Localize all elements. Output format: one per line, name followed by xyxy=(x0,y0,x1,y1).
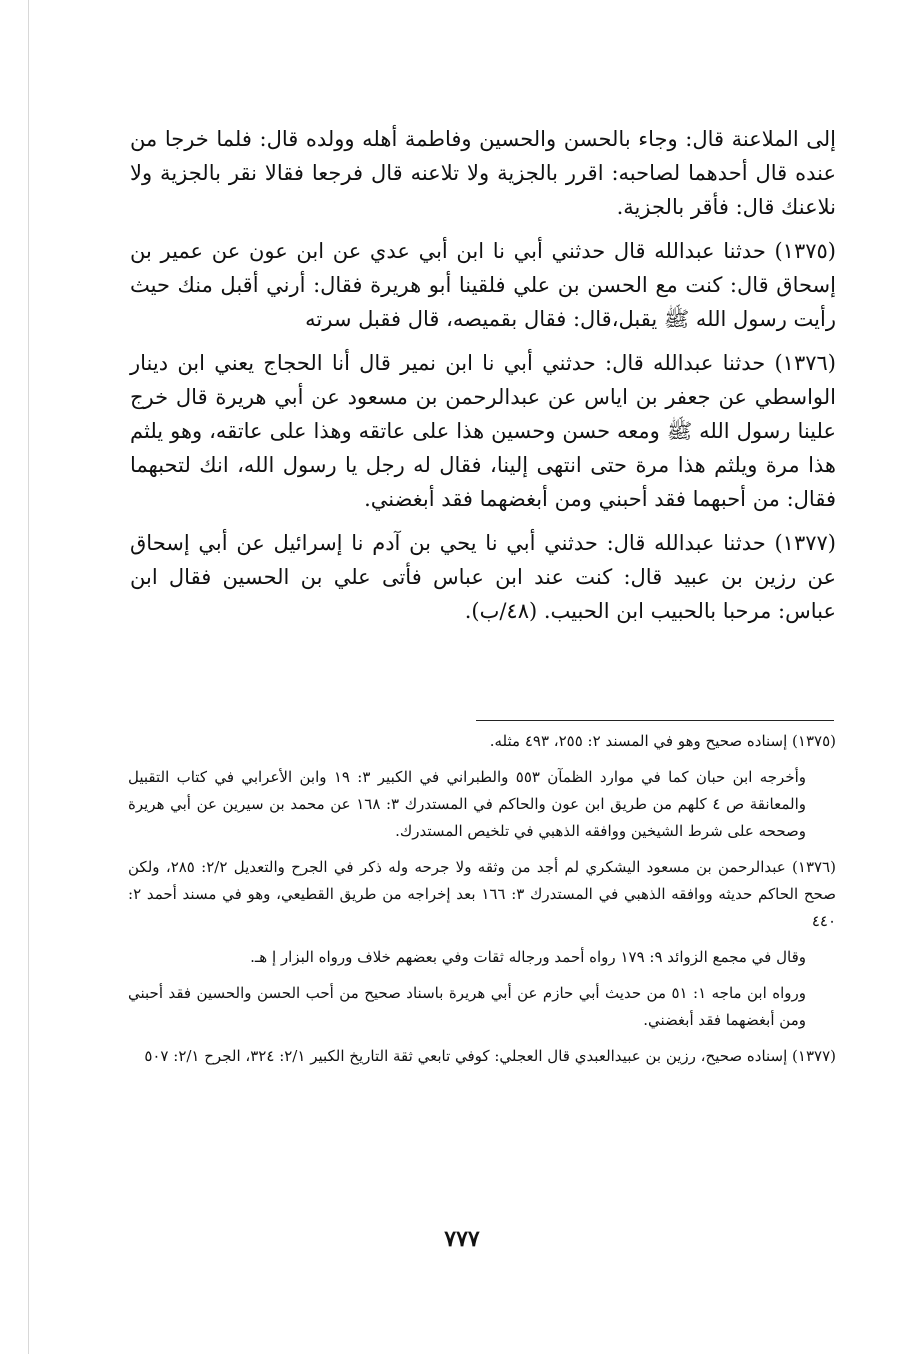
hadith-1377: (١٣٧٧) حدثنا عبدالله قال: حدثني أبي نا يحي بن آدم نا إسرائيل عن أبي إسحاق عن رزين بن عبيد قال: كنت عند ابن عباس فأتى علي بن الحسين فقال ابن عباس: مرحبا بالحبيب ابن الحبيب. (٤٨/ب). xyxy=(130,531,836,623)
hadith-1376: (١٣٧٦) حدثنا عبدالله قال: حدثني أبي نا ابن نمير قال أنا الحجاج يعني ابن دينار الواسطي عن جعفر بن اياس عن عبدالرحمن بن مسعود عن أبي هريرة قال خرج علينا رسول الله ﷺ ومعه حسن وحسين هذا على عاتقه وهذا على عاتقه، وهو يلثم هذا مرة ويلثم هذا مرة حتى انتهى إلينا، فقال له رجل يا رسول الله، انك لتحبهما فقال: من أحبهما فقد أحبني ومن أبغضهما فقد أبغضني. xyxy=(130,351,836,511)
footnote-1377: (١٣٧٧) إسناده صحيح، رزين بن عبيدالعبدي قال العجلي: كوفي تابعي ثقة التاريخ الكبير ٢/١: ٣٢٤، الجرح ٢/١: ٥٠٧ xyxy=(144,1047,836,1065)
footnote-1376: (١٣٧٦) عبدالرحمن بن مسعود اليشكري لم أجد من وثقه ولا جرحه وله ذكر في الجرح والتعديل ٢/٢: ٢٨٥، ولكن صحح الحاكم حديثه ووافقه الذهبي في المستدرك ٣: ١٦٦ بعد إخراجه من طريق القطيعي، وهو في مسند أحمد ٢: ٤٤٠ xyxy=(128,858,836,930)
footnotes xyxy=(128,728,836,1079)
page-edge-line xyxy=(28,0,29,1354)
page-number: ٧٧٧ xyxy=(444,1226,480,1252)
footnote-1375-takhrij: وأخرجه ابن حبان كما في موارد الظمآن ٥٥٣ والطبراني في الكبير ٣: ١٩ وابن الأعرابي في كتاب التقبيل والمعانقة ص ٤ كلهم من طريق ابن عون والحاكم في المستدرك ٣: ١٦٨ عن محمد بن سيرين عن أبي هريرة وصححه على شرط الشيخين ووافقه الذهبي في تلخيص المستدرك. xyxy=(128,768,807,840)
paragraph-continuation: إلى الملاعنة قال: وجاء بالحسن والحسين وفاطمة أهله وولده قال: فلما خرجا من عنده قال أحدهما لصاحبه: اقرر بالجزية ولا تلاعنه قال فرجعا فقالا نقر بالجزية ولا نلاعنك قال: فأقر بالجزية. xyxy=(130,127,836,219)
footnote-separator xyxy=(476,720,834,721)
main-text xyxy=(130,122,836,638)
hadith-1375: (١٣٧٥) حدثنا عبدالله قال حدثني أبي نا ابن أبي عدي عن ابن عون عن عمير بن إسحاق قال: كنت مع الحسن بن علي فلقينا أبو هريرة فقال: أرني أقبل منك حيث رأيت رسول الله ﷺ يقبل،قال: فقال بقميصه، قال فقبل سرته xyxy=(130,239,836,331)
footnote-1376-ibn-majah: ورواه ابن ماجه ١: ٥١ من حديث أبي حازم عن أبي هريرة باسناد صحيح من أحب الحسن والحسين فقد أحبني ومن أبغضهما فقد أبغضني. xyxy=(128,984,806,1029)
footnote-1376-majma: وقال في مجمع الزوائد ٩: ١٧٩ رواه أحمد ورجاله ثقات وفي بعضهم خلاف ورواه البزار إ هـ. xyxy=(250,948,806,966)
footnote-1375: (١٣٧٥) إسناده صحيح وهو في المسند ٢: ٢٥٥، ٤٩٣ مثله. xyxy=(489,732,836,750)
